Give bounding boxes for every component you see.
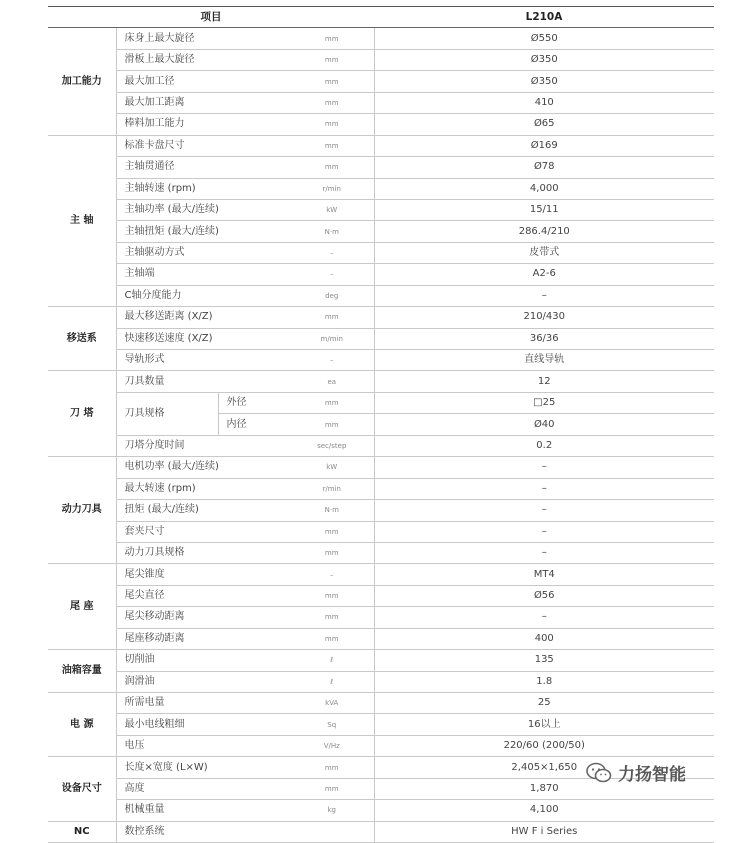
- unit-label: kg: [290, 800, 374, 821]
- unit-label: –: [290, 264, 374, 285]
- unit-label: sec/step: [290, 435, 374, 456]
- spec-value: –: [374, 500, 714, 521]
- spec-value: 16以上: [374, 714, 714, 735]
- item-label: 尾尖锥度: [116, 564, 290, 585]
- unit-label: V/Hz: [290, 735, 374, 756]
- group-label: 刀 塔: [48, 371, 116, 457]
- unit-label: mm: [290, 135, 374, 156]
- watermark-text: 力扬智能: [618, 765, 686, 785]
- item-label: 滑板上最大旋径: [116, 49, 290, 70]
- item-label: 床身上最大旋径: [116, 28, 290, 49]
- unit-label: kW: [290, 199, 374, 220]
- table-row: [48, 371, 714, 392]
- item-label: 主轴转速 (rpm): [116, 178, 290, 199]
- spec-value: 36/36: [374, 328, 714, 349]
- spec-value: 1,870: [374, 778, 714, 799]
- spec-value: 0.2: [374, 435, 714, 456]
- item-label: 主轴驱动方式: [116, 242, 290, 263]
- unit-label: mm: [290, 28, 374, 49]
- item-label: C轴分度能力: [116, 285, 290, 306]
- table-row: [48, 585, 714, 606]
- unit-label: mm: [290, 71, 374, 92]
- table-row: [48, 350, 714, 371]
- unit-label: N·m: [290, 500, 374, 521]
- table-row: [48, 28, 714, 49]
- table-row: [48, 242, 714, 263]
- unit-label: mm: [290, 92, 374, 113]
- header-item: 项目: [48, 7, 374, 28]
- spec-value: Ø169: [374, 135, 714, 156]
- table-row: [48, 307, 714, 328]
- spec-value: 220/60 (200/50): [374, 735, 714, 756]
- spec-value: 286.4/210: [374, 221, 714, 242]
- unit-label: r/min: [290, 478, 374, 499]
- item-label: 最大移送距离 (X/Z): [116, 307, 290, 328]
- table-row: [48, 264, 714, 285]
- spec-value: A2-6: [374, 264, 714, 285]
- item-label: 最小电线粗细: [116, 714, 290, 735]
- table-row: [48, 800, 714, 821]
- sub-item-label: 外径: [218, 392, 290, 413]
- item-label: 最大转速 (rpm): [116, 478, 290, 499]
- table-row: [48, 542, 714, 563]
- spec-value: Ø65: [374, 114, 714, 135]
- spec-value: –: [374, 285, 714, 306]
- table-row: [48, 735, 714, 756]
- unit-label: mm: [290, 157, 374, 178]
- spec-value: Ø550: [374, 28, 714, 49]
- item-label: 数控系统: [116, 821, 290, 842]
- item-label: 主轴扭矩 (最大/连续): [116, 221, 290, 242]
- spec-value: 12: [374, 371, 714, 392]
- group-label: 移送系: [48, 307, 116, 371]
- unit-label: m/min: [290, 328, 374, 349]
- spec-value: –: [374, 478, 714, 499]
- spec-value: 皮带式: [374, 242, 714, 263]
- spec-body: [48, 28, 714, 843]
- item-label: 刀塔分度时间: [116, 435, 290, 456]
- header-model: L210A: [374, 7, 714, 28]
- spec-value: 2,405×1,650: [374, 757, 714, 778]
- table-row: [48, 49, 714, 70]
- group-label: 尾 座: [48, 564, 116, 650]
- spec-value: Ø78: [374, 157, 714, 178]
- spec-value: 4,100: [374, 800, 714, 821]
- spec-value: Ø40: [374, 414, 714, 435]
- unit-label: mm: [290, 542, 374, 563]
- unit-label: kVA: [290, 693, 374, 714]
- spec-value: –: [374, 542, 714, 563]
- wechat-icon: [586, 762, 612, 784]
- unit-label: mm: [290, 114, 374, 135]
- group-label: NC: [48, 821, 116, 842]
- unit-label: mm: [290, 392, 374, 413]
- table-row: [48, 157, 714, 178]
- group-label: 加工能力: [48, 28, 116, 135]
- table-row: [48, 628, 714, 649]
- item-label: 棒料加工能力: [116, 114, 290, 135]
- spec-value: 1.8: [374, 671, 714, 692]
- item-label: 高度: [116, 778, 290, 799]
- unit-label: mm: [290, 49, 374, 70]
- table-row: [48, 285, 714, 306]
- unit-label: –: [290, 564, 374, 585]
- spec-value: 4,000: [374, 178, 714, 199]
- table-header-row: [48, 7, 714, 28]
- item-label: 电压: [116, 735, 290, 756]
- unit-label: mm: [290, 607, 374, 628]
- unit-label: mm: [290, 521, 374, 542]
- table-row: [48, 457, 714, 478]
- group-label: 动力刀具: [48, 457, 116, 564]
- item-label: 套夹尺寸: [116, 521, 290, 542]
- unit-label: mm: [290, 414, 374, 435]
- item-label: 主轴贯通径: [116, 157, 290, 178]
- item-label: 最大加工距离: [116, 92, 290, 113]
- table-row: [48, 478, 714, 499]
- table-row: [48, 328, 714, 349]
- item-label: 导轨形式: [116, 350, 290, 371]
- table-row: [48, 92, 714, 113]
- table-row: [48, 199, 714, 220]
- table-row: [48, 221, 714, 242]
- item-label: 刀具数量: [116, 371, 290, 392]
- table-row: [48, 178, 714, 199]
- item-label: 主轴端: [116, 264, 290, 285]
- spec-value: MT4: [374, 564, 714, 585]
- spec-value: Ø350: [374, 49, 714, 70]
- unit-label: ℓ: [290, 671, 374, 692]
- table-row: [48, 650, 714, 671]
- unit-label: ℓ: [290, 650, 374, 671]
- unit-label: ea: [290, 371, 374, 392]
- table-row: [48, 564, 714, 585]
- unit-label: mm: [290, 778, 374, 799]
- unit-label: mm: [290, 757, 374, 778]
- item-label: 动力刀具规格: [116, 542, 290, 563]
- table-row: [48, 821, 714, 842]
- spec-value: –: [374, 607, 714, 628]
- table-row: [48, 500, 714, 521]
- spec-value: 410: [374, 92, 714, 113]
- spec-value: –: [374, 521, 714, 542]
- table-row: [48, 693, 714, 714]
- unit-label: mm: [290, 307, 374, 328]
- table-row: [48, 114, 714, 135]
- table-row: [48, 521, 714, 542]
- table-row: [48, 135, 714, 156]
- item-label: 标准卡盘尺寸: [116, 135, 290, 156]
- table-row: [48, 714, 714, 735]
- item-label: 长度×宽度 (L×W): [116, 757, 290, 778]
- spec-value: 135: [374, 650, 714, 671]
- item-label: 机械重量: [116, 800, 290, 821]
- table-row: [48, 671, 714, 692]
- unit-label: mm: [290, 628, 374, 649]
- unit-label: r/min: [290, 178, 374, 199]
- unit-label: kW: [290, 457, 374, 478]
- spec-value: –: [374, 457, 714, 478]
- spec-value: Ø56: [374, 585, 714, 606]
- spec-value: 25: [374, 693, 714, 714]
- table-row: [48, 392, 714, 413]
- item-label: 刀具规格: [116, 392, 218, 435]
- item-label: 扭矩 (最大/连续): [116, 500, 290, 521]
- group-label: 油箱容量: [48, 650, 116, 693]
- spec-value: 400: [374, 628, 714, 649]
- spec-value: Ø350: [374, 71, 714, 92]
- group-label: 设备尺寸: [48, 757, 116, 821]
- item-label: 尾尖移动距离: [116, 607, 290, 628]
- table-row: [48, 607, 714, 628]
- unit-label: mm: [290, 585, 374, 606]
- item-label: 所需电量: [116, 693, 290, 714]
- spec-value: 210/430: [374, 307, 714, 328]
- unit-label: deg: [290, 285, 374, 306]
- item-label: 尾座移动距离: [116, 628, 290, 649]
- spec-value: 15/11: [374, 199, 714, 220]
- unit-label: Sq: [290, 714, 374, 735]
- unit-label: N·m: [290, 221, 374, 242]
- group-label: 电 源: [48, 693, 116, 757]
- spec-value: □25: [374, 392, 714, 413]
- sub-item-label: 内径: [218, 414, 290, 435]
- item-label: 切削油: [116, 650, 290, 671]
- item-label: 快速移送速度 (X/Z): [116, 328, 290, 349]
- table-row: [48, 71, 714, 92]
- item-label: 主轴功率 (最大/连续): [116, 199, 290, 220]
- watermark: [586, 760, 686, 785]
- item-label: 润滑油: [116, 671, 290, 692]
- item-label: 尾尖直径: [116, 585, 290, 606]
- spec-value: HW F i Series: [374, 821, 714, 842]
- item-label: 最大加工径: [116, 71, 290, 92]
- unit-label: –: [290, 242, 374, 263]
- spec-table: [48, 6, 714, 843]
- unit-label: [290, 821, 374, 842]
- group-label: 主 轴: [48, 135, 116, 307]
- item-label: 电机功率 (最大/连续): [116, 457, 290, 478]
- table-row: [48, 435, 714, 456]
- unit-label: –: [290, 350, 374, 371]
- spec-value: 直线导轨: [374, 350, 714, 371]
